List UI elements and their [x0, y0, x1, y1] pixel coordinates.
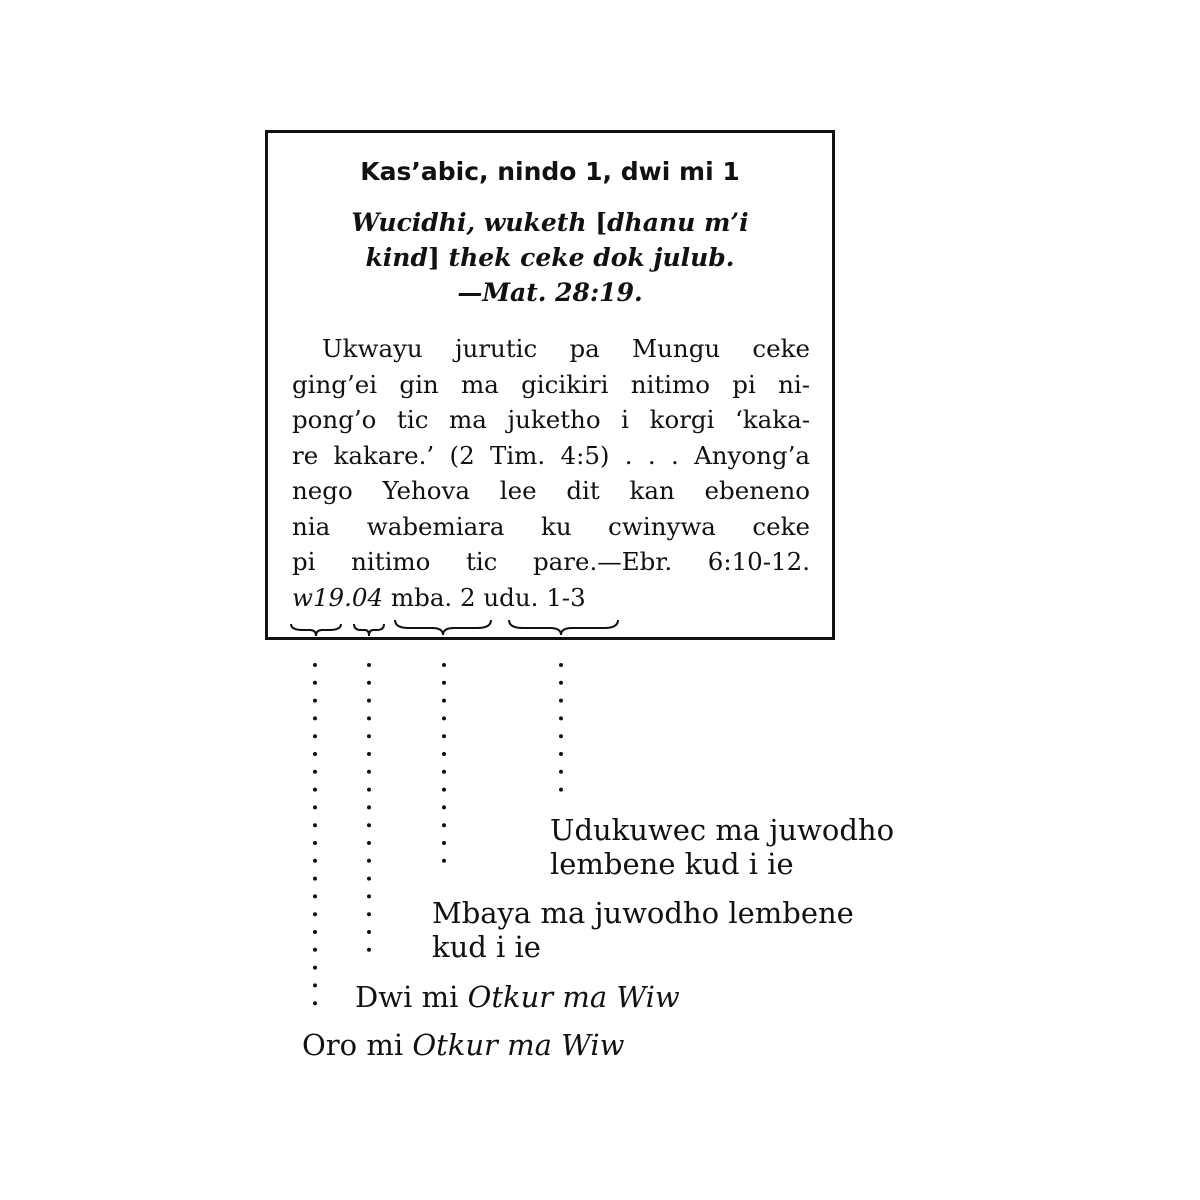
pages-label — [550, 813, 894, 881]
paragraph-line: ging’ei gin ma gicikiri nitimo pi ni- — [292, 369, 810, 399]
reference-line — [292, 580, 810, 616]
verse-citation: —Mat. 28:19. — [457, 278, 643, 307]
verse-bracket-close: ] — [427, 243, 440, 272]
reference-pages: udu. 1-3 — [483, 582, 586, 612]
issue-label-b: Otkur ma Wiw — [467, 980, 680, 1014]
verse-text — [298, 205, 802, 310]
year-label-b: Otkur ma Wiw — [412, 1028, 625, 1062]
verse-line1-a: Wucidhi, wuketh — [351, 208, 596, 237]
paragraph-line: pong’o tic ma juketho i korgi ‘kaka- — [292, 405, 810, 434]
card-heading: Kas’abic, nindo 1, dwi mi 1 — [360, 157, 740, 186]
verse-line1-b: dhanu m’i — [607, 208, 749, 237]
reference-paragraph: mba. 2 — [390, 582, 476, 612]
paragraph-line: nia wabemiara ku cwinywa ceke — [292, 511, 810, 541]
verse-bracket-open: [ — [595, 208, 608, 237]
issue-label — [355, 980, 680, 1014]
paragraph-line: pi nitimo tic pare.—Ebr. 6:10-12. — [292, 547, 810, 576]
year-label-a: Oro mi — [302, 1028, 413, 1062]
issue-label-a: Dwi mi — [355, 980, 468, 1014]
paragraph-label — [432, 896, 854, 964]
verse-line2-b: thek ceke dok julub. — [439, 243, 735, 272]
reference-code: w19.04 — [292, 582, 384, 612]
year-label — [302, 1028, 624, 1062]
commentary-paragraph — [292, 331, 810, 615]
paragraph-line: re kakare.’ (2 Tim. 4:5) . . . Anyong’a — [292, 440, 810, 470]
paragraph-label-line2: kud i ie — [432, 930, 541, 964]
paragraph-line: Ukwayu jurutic pa Mungu ceke — [322, 334, 810, 363]
paragraph-line: nego Yehova lee dit kan ebeneno — [292, 476, 810, 505]
verse-line2-a: kind — [365, 243, 428, 272]
paragraph-label-line1: Mbaya ma juwodho lembene — [432, 896, 854, 930]
pages-label-line2: lembene kud i ie — [550, 847, 794, 881]
daily-text-card — [265, 130, 835, 640]
pages-label-line1: Udukuwec ma juwodho — [550, 813, 895, 847]
